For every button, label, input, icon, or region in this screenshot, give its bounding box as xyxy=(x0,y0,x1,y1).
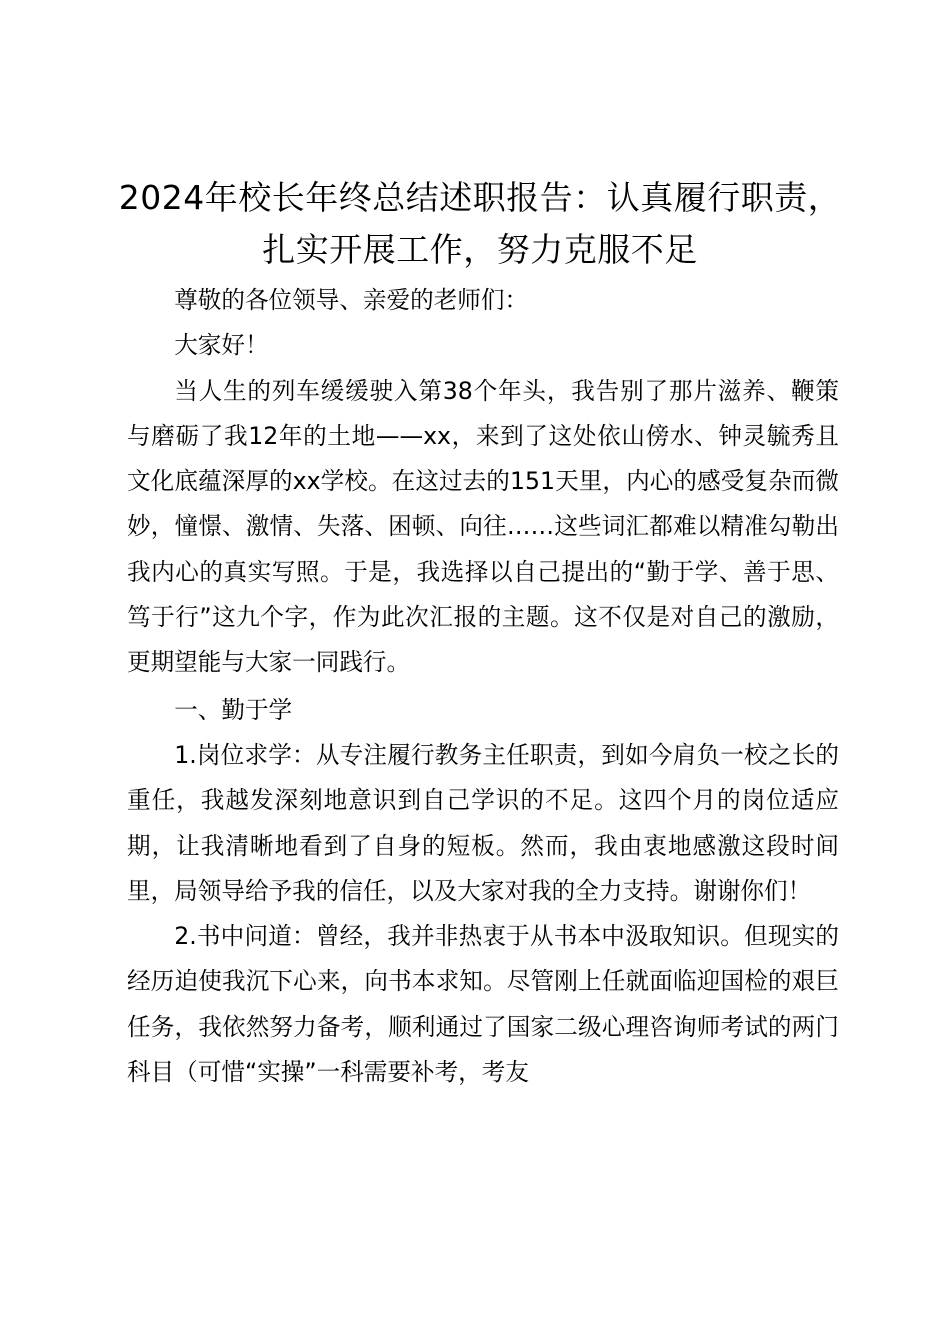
document-title: 2024年校长年终总结述职报告：认真履行职责，扎实开展工作，努力克服不足 xyxy=(118,178,842,269)
paragraph-post-learning: 1.岗位求学：从专注履行教务主任职责，到如今肩负一校之长的重任，我越发深刻地意识到自己学识的不足。这四个月的岗位适应期，让我清晰地看到了自身的短板。然而，我由衷地感激这段时间里，局领导给予我的信任，以及大家对我的全力支持。谢谢你们！ xyxy=(127,740,839,905)
document-body xyxy=(127,278,839,1095)
greeting: 大家好！ xyxy=(174,331,269,360)
paragraph-book-learning: 2.书中问道：曾经，我并非热衷于从书本中汲取知识。但现实的经历迫使我沉下心来，向书本求知。尽管刚上任就面临迎国检的艰巨任务，我依然努力备考，顺利通过了国家二级心理咨询师考试的两门科目（可惜“实操”一科需要补考，考友 xyxy=(127,922,839,1087)
section-heading: 一、勤于学 xyxy=(174,695,293,724)
intro-paragraph: 当人生的列车缓缓驶入第38个年头，我告别了那片滋养、鞭策与磨砺了我12年的土地——xx，来到了这处依山傍水、钟灵毓秀且文化底蕴深厚的xx学校。在这过去的151天里，内心的感受复杂而微妙，憧憬、激情、失落、困顿、向往……这些词汇都难以精准勾勒出我内心的真实写照。于是，我选择以自己提出的“勤于学、善于思、笃于行”这九个字，作为此次汇报的主题。这不仅是对自己的激励，更期望能与大家一同践行。 xyxy=(127,376,839,677)
salutation: 尊敬的各位领导、亲爱的老师们： xyxy=(174,286,529,314)
